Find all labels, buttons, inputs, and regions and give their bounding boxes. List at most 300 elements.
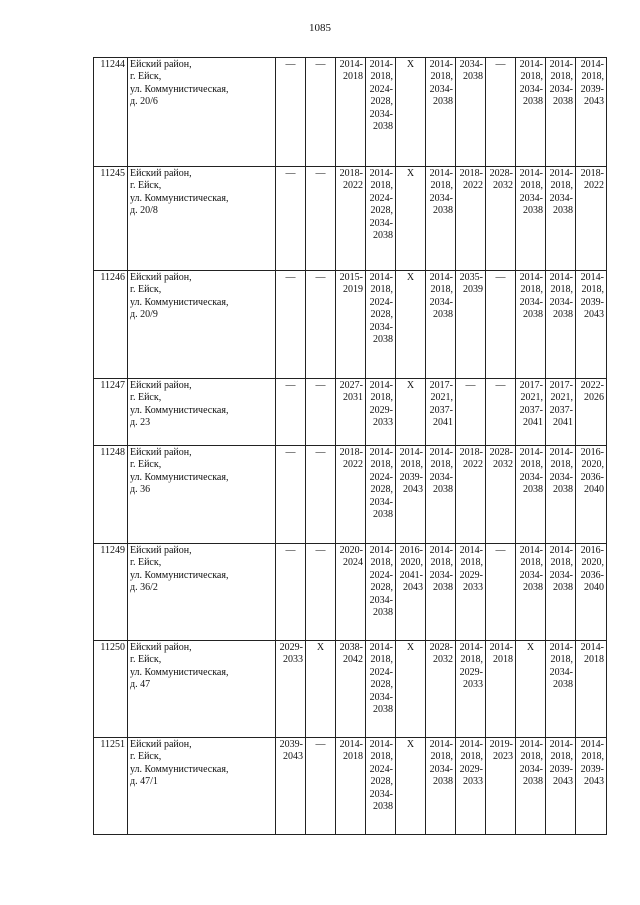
period-value: 2040 [584, 484, 604, 496]
period-value: 2032 [493, 459, 513, 471]
period-value: 2024- [369, 763, 393, 775]
period-cell [576, 271, 607, 379]
period-value: 2041 [553, 417, 573, 429]
address-line: д. 36/2 [130, 582, 158, 594]
period-value: 2017- [519, 380, 543, 391]
record-number: 11248 [94, 446, 128, 544]
period-value: 2014- [339, 59, 363, 70]
period-value: 2018- [459, 168, 483, 179]
period-cell [456, 379, 486, 446]
period-value: 2018, [430, 284, 453, 296]
period-value: 2022 [343, 459, 363, 471]
address-line: Ейский район, [130, 545, 192, 556]
period-value: 2038 [433, 309, 453, 321]
period-cell [336, 58, 366, 167]
period-value: 2038 [373, 121, 393, 133]
period-cell [336, 446, 366, 544]
period-cell [456, 271, 486, 379]
period-value: 2037- [519, 404, 543, 416]
address-line: Ейский район, [130, 168, 192, 179]
period-value: 2038 [553, 309, 573, 321]
period-value: 2018, [520, 459, 543, 471]
period-value: 2034- [369, 691, 393, 703]
period-value: 2034- [429, 471, 453, 483]
period-value: 2018, [550, 284, 573, 296]
period-cell [516, 738, 546, 835]
period-value: 2038 [373, 607, 393, 619]
period-value: 2033 [463, 776, 483, 788]
period-value: 2018 [343, 71, 363, 83]
period-value: — [315, 380, 326, 391]
period-cell [276, 58, 306, 167]
period-value: 2039- [399, 471, 423, 483]
period-cell [486, 271, 516, 379]
address-line: д. 23 [130, 417, 151, 429]
period-value: 2034- [429, 192, 453, 204]
period-value: — [495, 59, 506, 70]
period-cell [306, 379, 336, 446]
address-line: г. Ейск, [130, 180, 162, 192]
period-cell [366, 379, 396, 446]
period-value: 2023 [493, 751, 513, 763]
period-value: 2038 [433, 582, 453, 594]
period-cell [516, 167, 546, 271]
period-cell [306, 446, 336, 544]
period-value: 2017- [429, 380, 453, 391]
address-cell [128, 446, 276, 544]
period-value: 2038 [523, 309, 543, 321]
period-cell [576, 446, 607, 544]
period-value: 2018, [550, 557, 573, 569]
period-value: 2014- [399, 447, 423, 458]
period-value: 2018- [459, 447, 483, 458]
period-value: 2024- [369, 192, 393, 204]
period-cell [336, 271, 366, 379]
period-value: 2018, [581, 71, 604, 83]
period-value: 2016- [399, 545, 423, 556]
address-cell [128, 738, 276, 835]
period-value: 2034- [549, 666, 573, 678]
period-value: 2029- [369, 404, 393, 416]
period-cell [366, 446, 396, 544]
period-value: 2043 [584, 96, 604, 108]
period-cell [276, 641, 306, 738]
period-value: 2034- [369, 594, 393, 606]
period-value: 2014- [459, 739, 483, 750]
period-value: X [406, 739, 415, 750]
period-value: 2014- [549, 168, 573, 179]
period-value: 2018, [370, 557, 393, 569]
period-value: 2043 [553, 776, 573, 788]
period-cell [456, 641, 486, 738]
period-value: 2028, [370, 309, 393, 321]
period-value: 2014- [580, 272, 604, 283]
period-value: 2038 [553, 679, 573, 691]
period-value: 2039- [279, 739, 303, 750]
period-cell [426, 544, 456, 641]
period-cell [576, 544, 607, 641]
period-value: 2033 [373, 417, 393, 429]
period-cell [396, 167, 426, 271]
address-line: ул. Коммунистическая, [130, 192, 229, 204]
period-value: 2020, [581, 459, 604, 471]
period-value: 2034- [369, 496, 393, 508]
period-cell [576, 738, 607, 835]
period-value: 2014- [369, 59, 393, 70]
period-value: 2014- [369, 380, 393, 391]
period-value: 2024- [369, 569, 393, 581]
period-value: 2034- [549, 296, 573, 308]
table-row [94, 58, 607, 167]
period-value: — [315, 272, 326, 283]
period-value: 2033 [463, 679, 483, 691]
period-value: 2018- [339, 168, 363, 179]
period-value: 2034- [369, 108, 393, 120]
period-cell [456, 58, 486, 167]
period-value: 2018, [550, 459, 573, 471]
period-cell [396, 641, 426, 738]
period-value: 2018, [581, 751, 604, 763]
period-cell [366, 167, 396, 271]
period-value: X [406, 59, 415, 70]
period-value: 2033 [283, 654, 303, 666]
period-value: 2018, [400, 459, 423, 471]
period-value: 2018, [370, 751, 393, 763]
period-value: 2014- [519, 545, 543, 556]
table-row [94, 271, 607, 379]
period-value: — [315, 168, 326, 179]
period-cell [456, 544, 486, 641]
period-value: — [285, 380, 296, 391]
period-value: 2014- [519, 739, 543, 750]
period-value: 2020, [400, 557, 423, 569]
period-value: 2034- [519, 83, 543, 95]
address-cell [128, 58, 276, 167]
period-value: 2018, [550, 751, 573, 763]
period-value: 2018, [581, 284, 604, 296]
period-value: — [465, 380, 476, 391]
period-value: 2033 [463, 582, 483, 594]
period-value: X [406, 272, 415, 283]
period-value: 2026 [584, 392, 604, 404]
address-cell [128, 167, 276, 271]
period-value: 2014- [369, 272, 393, 283]
period-value: 2014- [549, 739, 573, 750]
period-value: 2018, [550, 654, 573, 666]
period-value: 2041 [433, 417, 453, 429]
period-value: 2028, [370, 679, 393, 691]
period-value: 2038 [433, 205, 453, 217]
period-cell [306, 167, 336, 271]
period-value: 2016- [580, 545, 604, 556]
period-value: 2041 [523, 417, 543, 429]
period-value: 2037- [429, 404, 453, 416]
period-value: 2017- [549, 380, 573, 391]
address-line: д. 36 [130, 484, 151, 496]
period-cell [396, 271, 426, 379]
address-line: д. 20/9 [130, 309, 158, 321]
period-value: 2038 [373, 509, 393, 521]
period-value: 2018, [430, 751, 453, 763]
period-cell [336, 544, 366, 641]
period-cell [516, 58, 546, 167]
period-value: 2018 [493, 654, 513, 666]
period-value: 2034- [519, 569, 543, 581]
period-value: — [285, 447, 296, 458]
period-value: 2034- [549, 471, 573, 483]
period-value: 2035- [459, 272, 483, 283]
period-value: 2029- [279, 642, 303, 653]
period-value: 2014- [369, 642, 393, 653]
period-cell [516, 379, 546, 446]
period-value: 2019- [489, 739, 513, 750]
period-value: 2038 [433, 96, 453, 108]
period-value: 2022 [584, 180, 604, 192]
period-cell [366, 641, 396, 738]
address-cell [128, 271, 276, 379]
period-value: 2014- [549, 545, 573, 556]
period-value: 2014- [429, 59, 453, 70]
period-value: 2019 [343, 284, 363, 296]
period-cell [276, 738, 306, 835]
period-value: 2018, [460, 751, 483, 763]
period-value: 2014- [429, 168, 453, 179]
period-value: 2038 [373, 801, 393, 813]
period-value: — [315, 447, 326, 458]
period-value: 2024- [369, 296, 393, 308]
period-value: 2034- [369, 788, 393, 800]
period-cell [486, 446, 516, 544]
period-value: 2043 [403, 582, 423, 594]
table-row [94, 544, 607, 641]
period-cell [426, 271, 456, 379]
period-cell [276, 167, 306, 271]
period-value: 2034- [549, 569, 573, 581]
period-value: 2038 [373, 704, 393, 716]
period-value: 2034- [369, 217, 393, 229]
address-line: Ейский район, [130, 642, 192, 653]
period-cell [366, 58, 396, 167]
period-value: 2015- [339, 272, 363, 283]
period-value: 2036- [580, 471, 604, 483]
period-value: 2038 [553, 96, 573, 108]
period-value: 2038 [433, 484, 453, 496]
address-line: ул. Коммунистическая, [130, 404, 229, 416]
address-line: д. 47/1 [130, 776, 158, 788]
period-cell [546, 379, 576, 446]
period-value: 2014- [549, 447, 573, 458]
period-value: 2028, [370, 484, 393, 496]
table-row [94, 738, 607, 835]
period-value: 2034- [429, 83, 453, 95]
period-value: 2018- [339, 447, 363, 458]
period-value: 2014- [549, 642, 573, 653]
period-value: 2018, [520, 284, 543, 296]
period-value: 2034- [549, 192, 573, 204]
period-cell [426, 446, 456, 544]
period-value: 2018, [370, 71, 393, 83]
period-value: 2022 [463, 459, 483, 471]
period-value: 2038 [523, 776, 543, 788]
period-value: 2029- [459, 763, 483, 775]
period-value: 2014- [549, 272, 573, 283]
period-cell [486, 58, 516, 167]
period-value: 2038 [553, 205, 573, 217]
period-value: 2029- [459, 666, 483, 678]
period-value: 2014- [339, 739, 363, 750]
address-line: Ейский район, [130, 272, 192, 283]
period-cell [546, 58, 576, 167]
period-cell [516, 271, 546, 379]
period-value: 2028- [489, 447, 513, 458]
period-value: 2018, [430, 557, 453, 569]
period-cell [456, 167, 486, 271]
period-value: 2018, [550, 71, 573, 83]
period-value: 2031 [343, 392, 363, 404]
period-value: 2018, [430, 71, 453, 83]
period-cell [456, 446, 486, 544]
period-value: 2018, [370, 392, 393, 404]
period-value: 2043 [584, 309, 604, 321]
record-number: 11247 [94, 379, 128, 446]
address-line: ул. Коммунистическая, [130, 471, 229, 483]
address-line: Ейский район, [130, 739, 192, 750]
period-value: 2014- [519, 59, 543, 70]
period-cell [546, 167, 576, 271]
period-value: 2018, [520, 71, 543, 83]
period-cell [276, 446, 306, 544]
period-value: 2043 [584, 776, 604, 788]
period-cell [546, 641, 576, 738]
address-line: д. 47 [130, 679, 151, 691]
period-cell [426, 738, 456, 835]
record-number: 11245 [94, 167, 128, 271]
period-value: 2018, [460, 557, 483, 569]
period-cell [366, 738, 396, 835]
period-value: 2027- [339, 380, 363, 391]
period-value: — [315, 739, 326, 750]
address-line: ул. Коммунистическая, [130, 666, 229, 678]
period-value: 2039 [463, 284, 483, 296]
period-value: — [285, 59, 296, 70]
period-value: 2014- [369, 447, 393, 458]
period-value: 2024- [369, 666, 393, 678]
period-value: 2021, [430, 392, 453, 404]
period-value: 2024 [343, 557, 363, 569]
period-value: 2038 [553, 484, 573, 496]
period-cell [336, 167, 366, 271]
period-cell [426, 167, 456, 271]
period-value: 2039- [549, 763, 573, 775]
period-value: 2014- [580, 739, 604, 750]
period-value: 2014- [459, 545, 483, 556]
address-line: г. Ейск, [130, 459, 162, 471]
period-value: 2029- [459, 569, 483, 581]
period-cell [276, 544, 306, 641]
period-cell [576, 379, 607, 446]
period-cell [396, 738, 426, 835]
period-value: 2028- [429, 642, 453, 653]
period-cell [516, 544, 546, 641]
period-value: 2034- [429, 296, 453, 308]
period-cell [546, 738, 576, 835]
period-value: 2032 [433, 654, 453, 666]
period-value: X [316, 642, 325, 653]
period-cell [426, 58, 456, 167]
period-value: 2034- [519, 763, 543, 775]
period-value: 2014- [429, 272, 453, 283]
period-value: 2014- [580, 642, 604, 653]
period-value: — [285, 272, 296, 283]
period-value: 2014- [429, 545, 453, 556]
page-number: 1085 [309, 22, 331, 34]
period-value: 2038 [373, 334, 393, 346]
period-value: 2014- [459, 642, 483, 653]
period-value: 2018, [520, 180, 543, 192]
period-value: X [406, 168, 415, 179]
period-cell [396, 379, 426, 446]
period-cell [486, 167, 516, 271]
period-value: 2039- [580, 763, 604, 775]
address-line: Ейский район, [130, 59, 192, 70]
period-value: 2038 [523, 484, 543, 496]
period-value: 2039- [580, 296, 604, 308]
period-value: 2014- [519, 272, 543, 283]
period-value: 2028, [370, 776, 393, 788]
period-value: 2024- [369, 83, 393, 95]
period-value: 2018 [584, 654, 604, 666]
period-cell [456, 738, 486, 835]
period-value: 2038 [523, 205, 543, 217]
period-cell [576, 58, 607, 167]
period-value: 2022 [343, 180, 363, 192]
record-number: 11250 [94, 641, 128, 738]
period-value: 2034- [519, 471, 543, 483]
period-value: — [495, 545, 506, 556]
period-value: 2018, [430, 180, 453, 192]
period-value: 2043 [403, 484, 423, 496]
period-value: 2018 [343, 751, 363, 763]
period-cell [306, 738, 336, 835]
address-line: Ейский район, [130, 447, 192, 458]
period-cell [366, 544, 396, 641]
address-cell [128, 641, 276, 738]
address-line: ул. Коммунистическая, [130, 296, 229, 308]
period-value: 2036- [580, 569, 604, 581]
period-value: 2018, [520, 557, 543, 569]
period-value: X [526, 642, 535, 653]
period-value: 2014- [549, 59, 573, 70]
period-value: 2041- [399, 569, 423, 581]
period-cell [426, 641, 456, 738]
period-value: — [495, 380, 506, 391]
address-line: ул. Коммунистическая, [130, 763, 229, 775]
period-value: 2014- [429, 447, 453, 458]
period-value: 2021, [520, 392, 543, 404]
period-value: 2034- [429, 763, 453, 775]
period-value: 2022 [463, 180, 483, 192]
period-cell [426, 379, 456, 446]
period-value: X [406, 642, 415, 653]
record-number: 11244 [94, 58, 128, 167]
period-value: 2014- [519, 447, 543, 458]
period-cell [486, 641, 516, 738]
housing-registry-table [93, 57, 607, 835]
period-value: 2024- [369, 471, 393, 483]
period-value: 2039- [580, 83, 604, 95]
period-value: 2042 [343, 654, 363, 666]
period-cell [546, 446, 576, 544]
